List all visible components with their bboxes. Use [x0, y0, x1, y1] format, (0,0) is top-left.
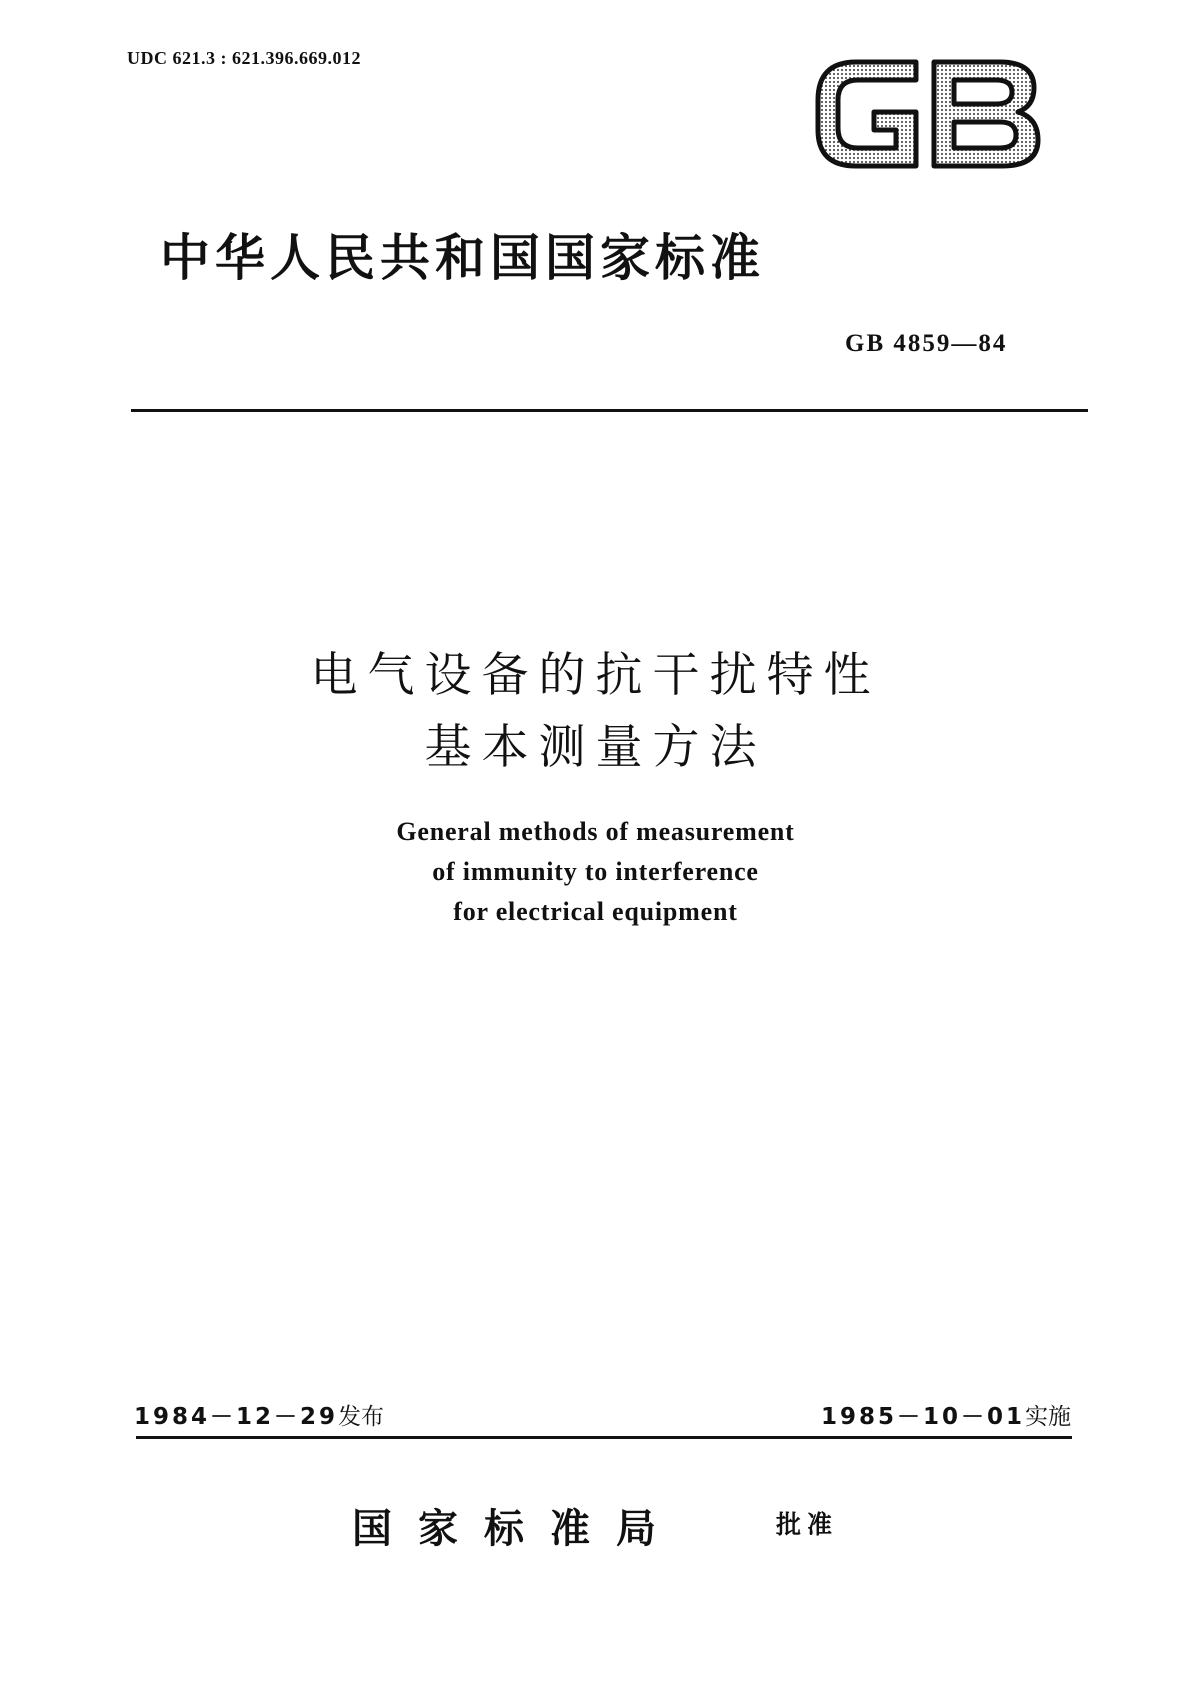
implementation-date	[821, 1398, 1071, 1431]
udc-code: UDC 621.3 : 621.396.669.012	[127, 48, 361, 68]
chinese-title-line-1: 电气设备的抗干扰特性	[310, 648, 881, 703]
chinese-title-line-2: 基本测量方法	[424, 720, 767, 775]
english-title-line-3: for electrical equipment	[453, 897, 738, 926]
issuing-authority-title: 中华人民共和国国家标准	[160, 229, 765, 287]
issue-label: 发布	[338, 1404, 385, 1430]
implementation-label: 实施	[1025, 1404, 1071, 1430]
footer-divider	[136, 1436, 1072, 1439]
approving-authority: 国家标准局	[352, 1506, 682, 1552]
issue-date	[134, 1398, 384, 1431]
english-title-line-2: of immunity to interference	[432, 857, 759, 886]
issue-date-value: 1984－12－29	[134, 1404, 339, 1430]
standard-number: GB 4859—84	[845, 330, 1008, 357]
english-title-line-1: General methods of measurement	[396, 817, 795, 846]
approval-label: 批准	[776, 1510, 839, 1539]
implementation-date-value: 1985－10－01	[820, 1404, 1025, 1430]
header-divider	[131, 409, 1088, 412]
gb-emblem-icon	[812, 56, 1044, 172]
